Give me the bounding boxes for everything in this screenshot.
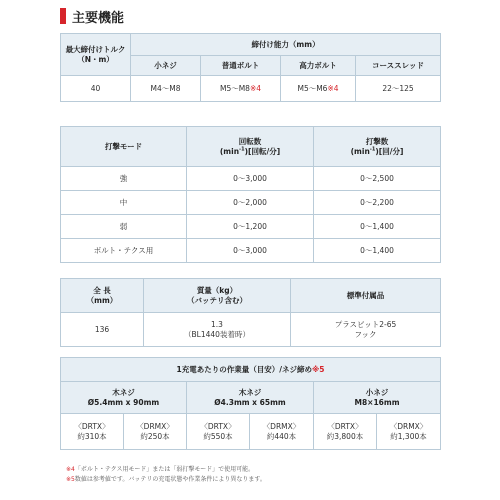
footnote-mark: ※5 [66,475,75,483]
hi-bolt-value: M5～M6 [297,83,328,93]
screw-type: 木ネジ [238,388,262,398]
screw-group-header [61,382,187,414]
section-header [60,8,124,24]
model-label: 〈DRTX〉 [74,422,110,432]
ipm-header: 打撃数 [365,137,389,147]
rpm-header-cell [187,127,314,167]
rpm-unit-b: )[回転/分] [244,146,281,156]
count-value: 約3,800本 [326,431,364,441]
screw-size: Ø5.4mm x 90mm [87,397,160,407]
capacity-header: 締付け能力（mm） [131,34,441,56]
work-amount-table [60,357,441,450]
ipm-unit-b: )[回/分] [375,146,404,156]
bolt-cell [201,76,281,102]
footnotes [66,465,266,484]
model-label: 〈DRMX〉 [262,422,301,432]
rpm-header: 回転数 [238,137,262,147]
model-label: 〈DRMX〉 [136,422,174,432]
length-unit: （mm） [86,295,118,305]
rpm-value: 0～2,000 [187,191,314,215]
small-screw-value: M4～M8 [131,76,201,102]
table-row [61,167,441,191]
ipm-header-cell [314,127,441,167]
work-count-cell [187,414,250,450]
mode-label: ボルト・テクス用 [61,239,187,263]
accessory-bit: プラスビット2-65 [334,320,397,330]
footnote-text: 数値は参考値です。バッテリの充電状態や作業条件により異なります。 [74,475,266,483]
ipm-unit-a: (min [350,146,370,156]
count-value: 約440本 [266,431,297,441]
col-small-screw-header: 小ネジ [131,56,201,76]
table-row [61,239,441,263]
accessory-hook: フック [354,329,377,339]
col-coarse-header: コーススレッド [356,56,441,76]
work-count-cell [250,414,314,450]
length-header-cell [61,279,144,313]
model-label: 〈DRTX〉 [200,422,236,432]
work-title-cell [61,358,441,382]
accessory-header: 標準付属品 [291,279,441,313]
ipm-value: 0～2,500 [314,167,441,191]
mode-label: 中 [61,191,187,215]
footnote [66,475,266,485]
weight-cell [144,313,291,347]
rpm-value: 0～1,200 [187,215,314,239]
section-title: 主要機能 [72,10,125,26]
weight-header: 質量（kg） [196,286,238,296]
weight-header-cell [144,279,291,313]
mode-label: 強 [61,167,187,191]
work-count-cell [314,414,377,450]
screw-group-header [314,382,441,414]
screw-size: M8×16mm [354,397,400,407]
ipm-unit [314,147,440,156]
footnote-text: 「ボルト・テクス用モード」または「弱打撃モード」で使用可能。 [74,466,255,473]
hi-bolt-note-mark: ※4 [327,83,339,93]
count-value: 約310本 [77,431,107,441]
screw-type: 木ネジ [112,388,135,398]
work-title-note-mark: ※5 [311,364,325,374]
ipm-unit-sup: -1 [369,146,376,152]
work-title: 1充電あたりの作業量（目安）/ネジ締め [176,364,312,374]
table-row [61,215,441,239]
coarse-value: 22～125 [356,76,441,102]
rpm-unit [187,147,313,156]
weight-value: 1.3 [211,320,223,330]
torque-value: 40 [61,76,131,102]
mode-label: 弱 [61,215,187,239]
impact-mode-table [60,126,441,263]
length-value: 136 [61,313,144,347]
max-torque-header: 最大締付けトルク（N・m） [61,34,131,76]
bolt-note-mark: ※4 [249,83,262,93]
rpm-unit-sup: -1 [239,146,245,152]
screw-group-header [187,382,314,414]
weight-battery-note: （BL1440装着時） [184,329,250,339]
dimension-table [60,278,441,347]
ipm-value: 0～2,200 [314,191,441,215]
spec-table [60,33,441,102]
count-value: 約1,300本 [390,431,427,441]
hi-bolt-cell [281,76,356,102]
col-hi-bolt-header: 高力ボルト [281,56,356,76]
header-accent-bar [60,8,66,24]
ipm-value: 0～1,400 [314,239,441,263]
bolt-value: M5～M8 [219,83,250,93]
ipm-value: 0～1,400 [314,215,441,239]
screw-size: Ø4.3mm x 65mm [214,397,286,407]
footnote [66,465,266,475]
mode-header: 打撃モード [61,127,187,167]
work-count-cell [61,414,124,450]
weight-note: （バッテリ含む） [187,295,247,305]
footnote-mark: ※4 [66,466,75,473]
screw-type: 小ネジ [365,388,389,398]
model-label: 〈DRTX〉 [327,422,363,432]
model-label: 〈DRMX〉 [389,422,428,432]
rpm-unit-a: (min [219,146,240,156]
count-value: 約550本 [203,431,233,441]
rpm-value: 0～3,000 [187,239,314,263]
work-count-cell [124,414,187,450]
length-header: 全 長 [93,286,111,296]
work-count-cell [377,414,441,450]
rpm-value: 0～3,000 [187,167,314,191]
table-row [61,191,441,215]
accessory-cell [291,313,441,347]
col-bolt-header: 普通ボルト [201,56,281,76]
count-value: 約250本 [140,431,170,441]
